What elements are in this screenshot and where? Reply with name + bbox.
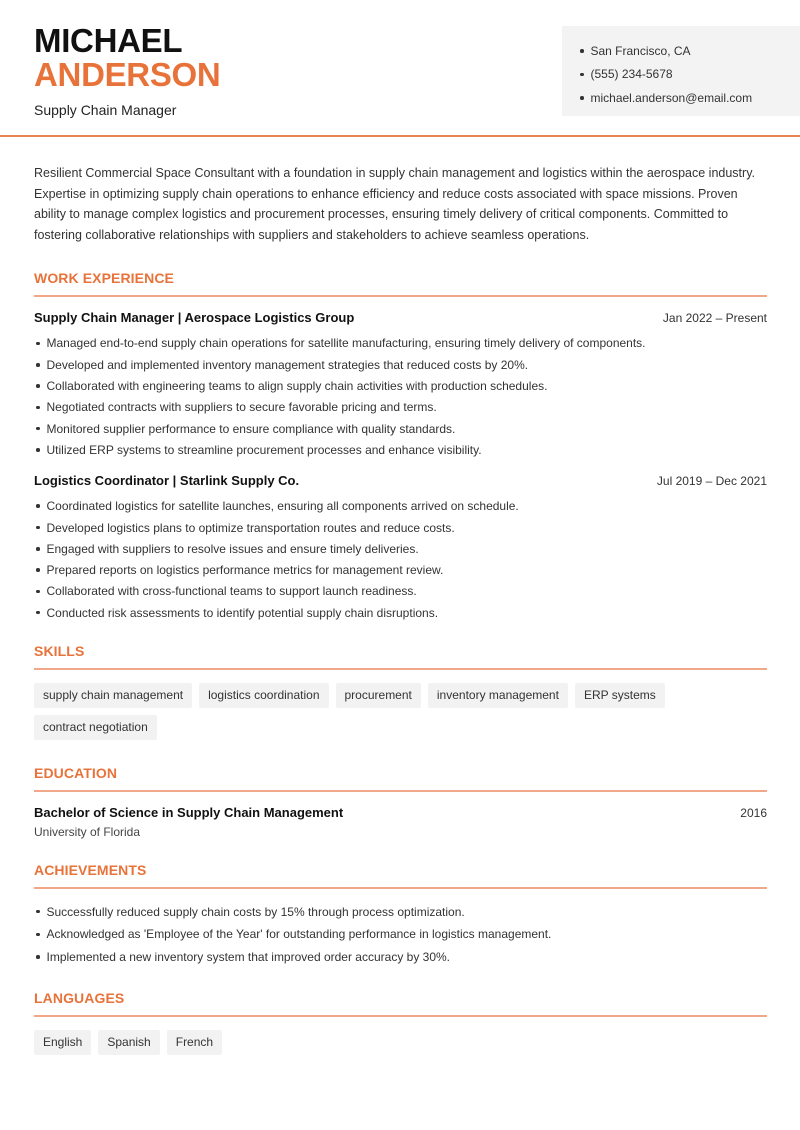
list-item (34, 397, 767, 418)
list-item (34, 946, 767, 969)
bullet-icon (36, 547, 40, 551)
job-bullets (34, 496, 767, 624)
list-item-text: Implemented a new inventory system that improved order accuracy by 30%. (46, 950, 451, 965)
skills-tags (34, 683, 767, 740)
skill-tag: inventory management (428, 683, 568, 708)
languages-tags (34, 1030, 767, 1055)
bullet-icon (36, 384, 40, 388)
contact-location-text: San Francisco, CA (590, 43, 691, 58)
contact-phone (580, 63, 800, 87)
job-bullets (34, 333, 767, 461)
list-item (34, 496, 767, 517)
name-block (34, 24, 220, 118)
contact-box (562, 26, 800, 116)
list-item-text: Acknowledged as 'Employee of the Year' for outstanding performance in logistics management. (46, 927, 552, 942)
list-item (34, 900, 767, 923)
list-item (34, 581, 767, 602)
section-title-work: WORK EXPERIENCE (34, 270, 767, 297)
list-item-text: Coordinated logistics for satellite launches, ensuring all components arrived on schedule. (46, 499, 519, 514)
work-experience-section (34, 270, 767, 624)
bullet-icon (36, 526, 40, 530)
list-item (34, 517, 767, 538)
skill-tag: procurement (336, 683, 421, 708)
list-item (34, 559, 767, 580)
first-name: MICHAEL (34, 22, 183, 59)
skill-tag: ERP systems (575, 683, 665, 708)
job-title: Supply Chain Manager (34, 102, 177, 118)
list-item (34, 602, 767, 623)
list-item-text: Managed end-to-end supply chain operations for satellite manufacturing, ensuring timely delivery of components. (46, 336, 646, 351)
contact-email-text: michael.anderson@email.com (590, 90, 753, 105)
education-entry (34, 805, 767, 820)
job-entry (34, 310, 767, 461)
bullet-icon (36, 427, 40, 431)
list-item-text: Engaged with suppliers to resolve issues and ensure timely deliveries. (46, 541, 419, 556)
list-item-text: Developed logistics plans to optimize transportation routes and reduce costs. (46, 520, 455, 535)
job-role: Logistics Coordinator | Starlink Supply Co. (34, 472, 300, 488)
bullet-icon (36, 363, 40, 367)
skill-tag: contract negotiation (34, 715, 157, 740)
job-entry (34, 473, 767, 624)
section-title-achievements: ACHIEVEMENTS (34, 862, 767, 889)
job-role: Supply Chain Manager | Aerospace Logistics Group (34, 309, 355, 325)
bullet-icon (580, 49, 584, 53)
list-item (34, 418, 767, 439)
bullet-icon (36, 448, 40, 452)
bullet-icon (36, 406, 40, 410)
resume-header (0, 0, 800, 137)
language-tag: French (167, 1030, 222, 1055)
bullet-icon (36, 504, 40, 508)
bullet-icon (36, 590, 40, 594)
summary: Resilient Commercial Space Consultant with a foundation in supply chain management and logistics within the aerospace industry. Expertise in optimizing supply chain operations to enhance efficiency and reduce costs associated with space missions. Proven ability to manage complex logistics and procurement processes, ensuring timely delivery of critical components. Committed to fostering collaborative relationships with suppliers and stakeholders to achieve seamless operations. (34, 166, 755, 243)
list-item (34, 354, 767, 375)
list-item (34, 439, 767, 460)
section-title-skills: SKILLS (34, 643, 767, 670)
bullet-icon (36, 933, 40, 937)
skills-section (34, 643, 767, 740)
education-school: University of Florida (34, 825, 141, 840)
job-header (34, 310, 767, 325)
list-item (34, 923, 767, 946)
education-section (34, 765, 767, 839)
achievements-list (34, 900, 767, 968)
list-item-text: Conducted risk assessments to identify potential supply chain disruptions. (46, 605, 439, 620)
language-tag: Spanish (98, 1030, 159, 1055)
languages-section (34, 990, 767, 1055)
bullet-icon (36, 955, 40, 959)
contact-location (580, 39, 800, 63)
list-item-text: Utilized ERP systems to streamline procurement processes and enhance visibility. (46, 442, 482, 457)
achievements-section (34, 862, 767, 968)
bullet-icon (36, 342, 40, 346)
bullet-icon (36, 568, 40, 572)
language-tag: English (34, 1030, 91, 1055)
list-item-text: Successfully reduced supply chain costs by 15% through process optimization. (46, 904, 465, 919)
job-dates: Jan 2022 – Present (662, 310, 767, 325)
contact-email (580, 86, 800, 110)
bullet-icon (36, 611, 40, 615)
skill-tag: logistics coordination (199, 683, 328, 708)
bullet-icon (580, 96, 584, 100)
section-title-languages: LANGUAGES (34, 990, 767, 1017)
list-item-text: Negotiated contracts with suppliers to secure favorable pricing and terms. (46, 400, 437, 415)
last-name: ANDERSON (34, 56, 221, 93)
list-item (34, 375, 767, 396)
education-degree: Bachelor of Science in Supply Chain Management (34, 805, 344, 821)
skill-tag: supply chain management (34, 683, 192, 708)
bullet-icon (580, 73, 584, 77)
resume-body (34, 163, 767, 1055)
job-dates: Jul 2019 – Dec 2021 (656, 473, 767, 488)
list-item-text: Developed and implemented inventory management strategies that reduced costs by 20%. (46, 357, 529, 372)
list-item-text: Collaborated with engineering teams to align supply chain activities with production schedules. (46, 379, 548, 394)
list-item (34, 538, 767, 559)
list-item-text: Prepared reports on logistics performance metrics for management review. (46, 563, 444, 578)
education-year: 2016 (740, 806, 767, 821)
list-item-text: Collaborated with cross-functional teams to support launch readiness. (46, 584, 417, 599)
list-item-text: Monitored supplier performance to ensure compliance with quality standards. (46, 421, 456, 436)
job-header (34, 473, 767, 488)
contact-phone-text: (555) 234-5678 (590, 67, 673, 82)
bullet-icon (36, 910, 40, 914)
list-item (34, 333, 767, 354)
section-title-education: EDUCATION (34, 765, 767, 792)
